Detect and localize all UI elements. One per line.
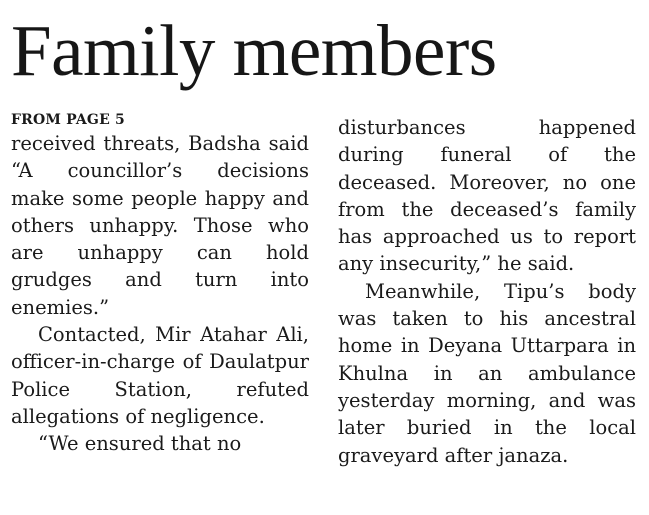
paragraph-2: Contacted, Mir Atahar Ali, officer-in-charge of Daulatpur Police Station, refuted allegations of negligence. [11,323,309,428]
paragraph-4: disturbances happened during funeral of the deceased. Moreover, no one from the deceased’s family has approached us to report any insecurity,” he said. [338,116,636,276]
paragraph-1: received threats, Badsha said “A councillor’s decisions make some people happy and others unhappy. Those who are unhappy can hold grudges and turn into enemies.” [11,132,309,319]
article-column-right [338,114,636,469]
paragraph-3: “We ensured that no [38,432,242,456]
paragraph-5: Meanwhile, Tipu’s body was taken to his ancestral home in Deyana Uttarpara in Khulna in an ambulance yesterday morning, and was later buried in the local graveyard after janaza. [338,279,636,467]
continuation-kicker: FROM PAGE 5 [11,112,125,128]
article-column-left [11,110,309,458]
headline: Family members [11,10,497,91]
